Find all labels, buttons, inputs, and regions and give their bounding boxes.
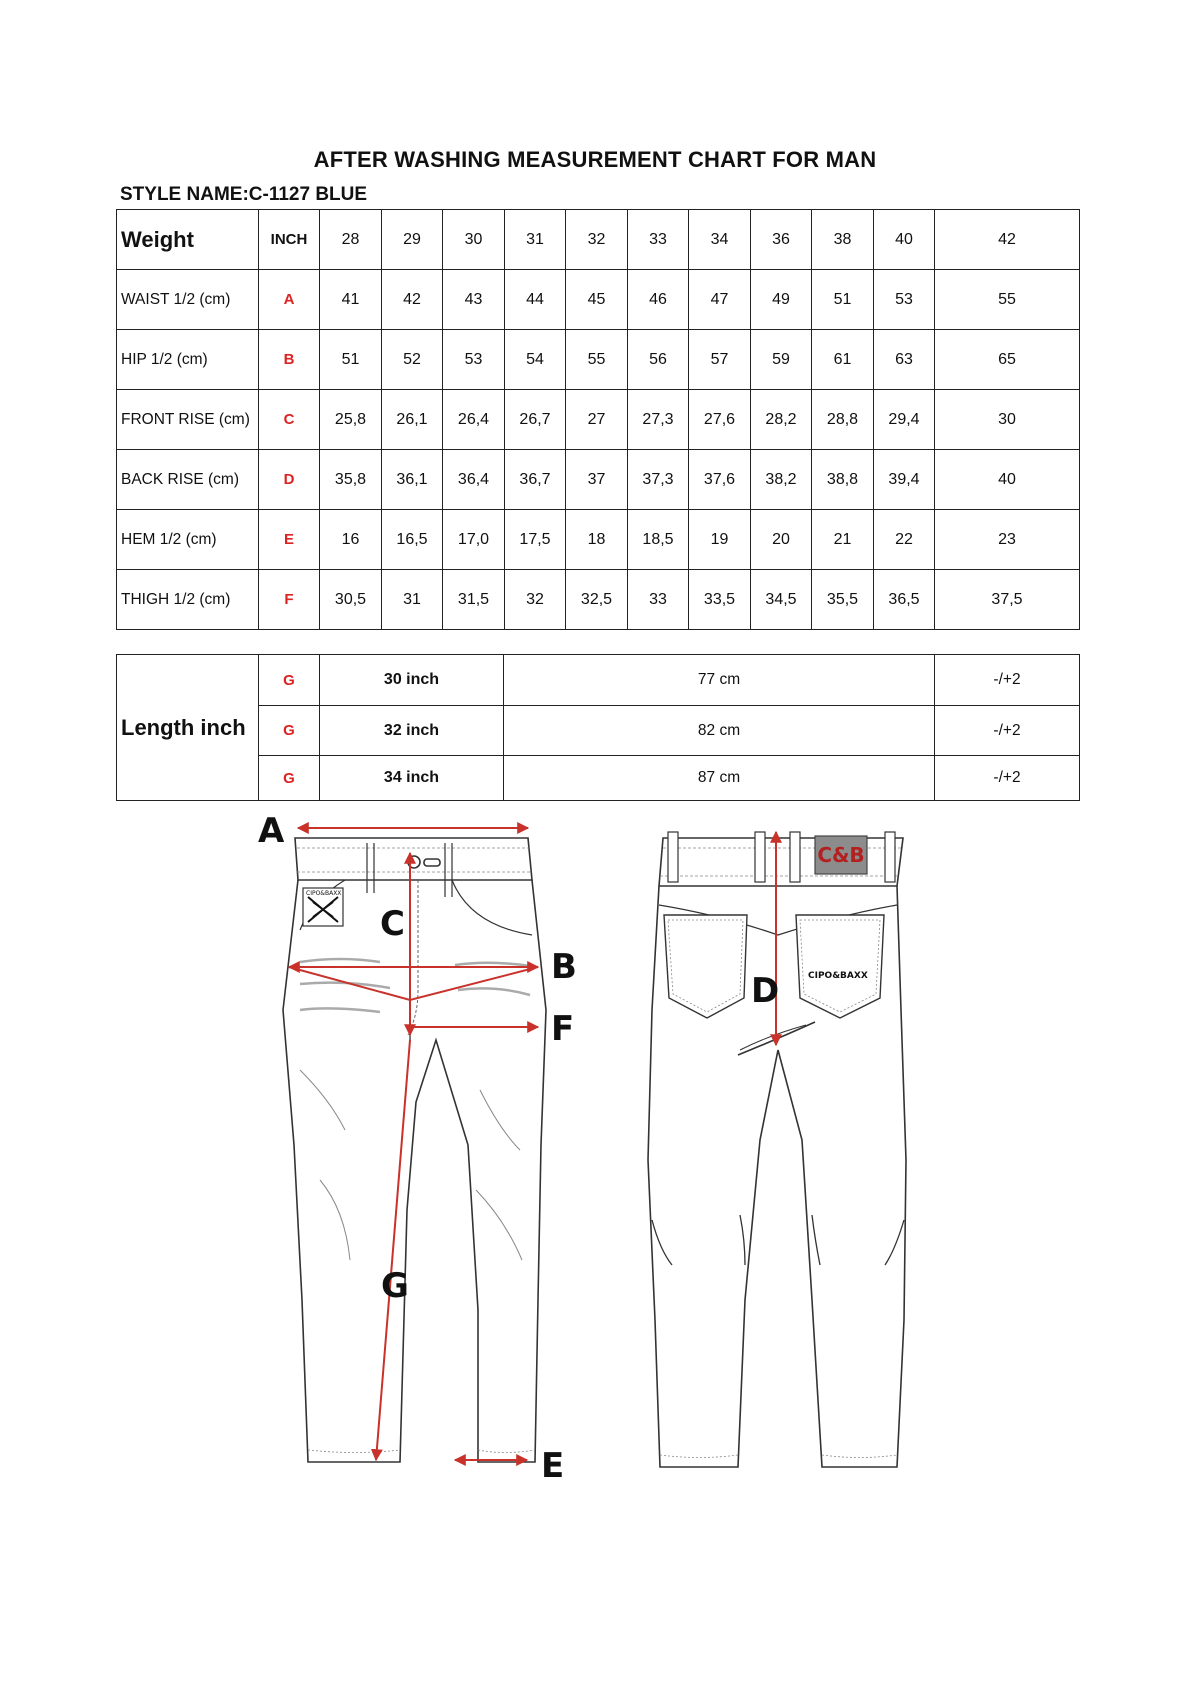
measurement-value: 23 — [935, 510, 1080, 570]
measurement-value: 55 — [566, 330, 628, 390]
measurement-code: A — [259, 270, 320, 330]
measurement-label: HIP 1/2 (cm) — [117, 330, 259, 390]
measurement-row — [117, 450, 1080, 510]
size-header-cell: 31 — [505, 210, 566, 270]
measurement-value: 21 — [812, 510, 874, 570]
size-measurement-table — [116, 209, 1080, 630]
measurement-label: HEM 1/2 (cm) — [117, 510, 259, 570]
measurement-value: 20 — [751, 510, 812, 570]
measurement-value: 35,5 — [812, 570, 874, 630]
length-code: G — [259, 756, 320, 801]
measurement-value: 35,8 — [320, 450, 382, 510]
measurement-value: 26,7 — [505, 390, 566, 450]
back-left-pocket — [664, 915, 747, 1018]
measurement-value: 36,5 — [874, 570, 935, 630]
measurement-value: 37 — [566, 450, 628, 510]
style-name: STYLE NAME:C-1127 BLUE — [120, 184, 368, 205]
measurement-value: 26,4 — [443, 390, 505, 450]
measurement-value: 30 — [935, 390, 1080, 450]
length-tolerance: -/+2 — [935, 756, 1080, 801]
front-pocket-tag: CIPO&BAXX — [306, 890, 342, 897]
label-e: E — [541, 1446, 565, 1486]
measurement-value: 53 — [443, 330, 505, 390]
size-header-cell: 33 — [628, 210, 689, 270]
label-g: G — [381, 1266, 409, 1306]
measurement-value: 65 — [935, 330, 1080, 390]
size-header-cell: 29 — [382, 210, 443, 270]
back-patch-text: C&B — [817, 843, 865, 867]
length-cm: 87 cm — [504, 756, 935, 801]
measurement-value: 51 — [320, 330, 382, 390]
label-b: B — [551, 947, 577, 987]
size-header-cell: 40 — [874, 210, 935, 270]
label-d: D — [751, 971, 780, 1011]
measurement-row — [117, 570, 1080, 630]
size-header-cell: 42 — [935, 210, 1080, 270]
measurement-value: 37,5 — [935, 570, 1080, 630]
label-c: C — [380, 904, 405, 944]
measurement-value: 22 — [874, 510, 935, 570]
measurement-value: 27,6 — [689, 390, 751, 450]
measurement-value: 33,5 — [689, 570, 751, 630]
measurement-value: 57 — [689, 330, 751, 390]
measurement-code: C — [259, 390, 320, 450]
size-header-cell: 28 — [320, 210, 382, 270]
measurement-value: 37,3 — [628, 450, 689, 510]
measurement-code: E — [259, 510, 320, 570]
measurement-value: 17,5 — [505, 510, 566, 570]
label-a: A — [258, 811, 285, 851]
measurement-code: B — [259, 330, 320, 390]
size-header-cell: 34 — [689, 210, 751, 270]
size-header-cell: 38 — [812, 210, 874, 270]
measurement-code: D — [259, 450, 320, 510]
size-header-cell: 36 — [751, 210, 812, 270]
weight-label: Weight — [117, 210, 259, 270]
jeans-technical-drawing — [0, 790, 1190, 1490]
back-right-pocket — [796, 915, 884, 1018]
measurement-value: 27,3 — [628, 390, 689, 450]
measurement-value: 52 — [382, 330, 443, 390]
measurement-row — [117, 510, 1080, 570]
length-table — [116, 654, 1080, 801]
measurement-value: 53 — [874, 270, 935, 330]
measurement-value: 44 — [505, 270, 566, 330]
measurement-row — [117, 330, 1080, 390]
size-header-cell: 32 — [566, 210, 628, 270]
unit-header: INCH — [259, 210, 320, 270]
measurement-value: 29,4 — [874, 390, 935, 450]
measurement-value: 40 — [935, 450, 1080, 510]
measurement-value: 31 — [382, 570, 443, 630]
measurement-value: 28,2 — [751, 390, 812, 450]
measurement-row — [117, 270, 1080, 330]
measurement-value: 46 — [628, 270, 689, 330]
measurement-label: THIGH 1/2 (cm) — [117, 570, 259, 630]
measurement-value: 63 — [874, 330, 935, 390]
measurement-value: 27 — [566, 390, 628, 450]
measurement-value: 47 — [689, 270, 751, 330]
measurement-value: 42 — [382, 270, 443, 330]
measurement-value: 59 — [751, 330, 812, 390]
measurement-label: BACK RISE (cm) — [117, 450, 259, 510]
measurement-value: 39,4 — [874, 450, 935, 510]
length-inch: 34 inch — [320, 756, 504, 801]
measurement-value: 54 — [505, 330, 566, 390]
length-cm: 82 cm — [504, 706, 935, 756]
length-label: Length inch — [117, 655, 259, 801]
length-tolerance: -/+2 — [935, 655, 1080, 706]
measurement-value: 32 — [505, 570, 566, 630]
size-header-row — [117, 210, 1080, 270]
measurement-value: 30,5 — [320, 570, 382, 630]
measurement-value: 37,6 — [689, 450, 751, 510]
length-row — [117, 706, 1080, 756]
measurement-value: 16 — [320, 510, 382, 570]
back-pocket-tag: CIPO&BAXX — [808, 971, 868, 981]
measurement-value: 49 — [751, 270, 812, 330]
length-row — [117, 655, 1080, 706]
measurement-value: 51 — [812, 270, 874, 330]
measurement-row — [117, 390, 1080, 450]
measurement-value: 38,8 — [812, 450, 874, 510]
length-code: G — [259, 655, 320, 706]
page-title: AFTER WASHING MEASUREMENT CHART FOR MAN — [313, 147, 877, 172]
measurement-label: WAIST 1/2 (cm) — [117, 270, 259, 330]
front-jeans-drawing — [283, 838, 546, 1462]
measurement-value: 25,8 — [320, 390, 382, 450]
measurement-value: 18,5 — [628, 510, 689, 570]
length-inch: 30 inch — [320, 655, 504, 706]
size-header-cell: 30 — [443, 210, 505, 270]
measurement-value: 26,1 — [382, 390, 443, 450]
measurement-value: 33 — [628, 570, 689, 630]
measure-line-g — [376, 1040, 410, 1460]
measurement-value: 16,5 — [382, 510, 443, 570]
measurement-value: 28,8 — [812, 390, 874, 450]
length-cm: 77 cm — [504, 655, 935, 706]
measurement-code: F — [259, 570, 320, 630]
measurement-value: 18 — [566, 510, 628, 570]
measurement-value: 36,1 — [382, 450, 443, 510]
measurement-value: 19 — [689, 510, 751, 570]
measurement-value: 61 — [812, 330, 874, 390]
measurement-value: 55 — [935, 270, 1080, 330]
measurement-value: 17,0 — [443, 510, 505, 570]
measurement-value: 36,7 — [505, 450, 566, 510]
measurement-value: 45 — [566, 270, 628, 330]
measurement-value: 31,5 — [443, 570, 505, 630]
measurement-value: 36,4 — [443, 450, 505, 510]
measurement-label: FRONT RISE (cm) — [117, 390, 259, 450]
length-inch: 32 inch — [320, 706, 504, 756]
measurement-value: 32,5 — [566, 570, 628, 630]
length-tolerance: -/+2 — [935, 706, 1080, 756]
measurement-value: 38,2 — [751, 450, 812, 510]
measurement-value: 56 — [628, 330, 689, 390]
label-f: F — [551, 1009, 575, 1049]
length-code: G — [259, 706, 320, 756]
measurement-value: 41 — [320, 270, 382, 330]
measurement-value: 43 — [443, 270, 505, 330]
measurement-value: 34,5 — [751, 570, 812, 630]
